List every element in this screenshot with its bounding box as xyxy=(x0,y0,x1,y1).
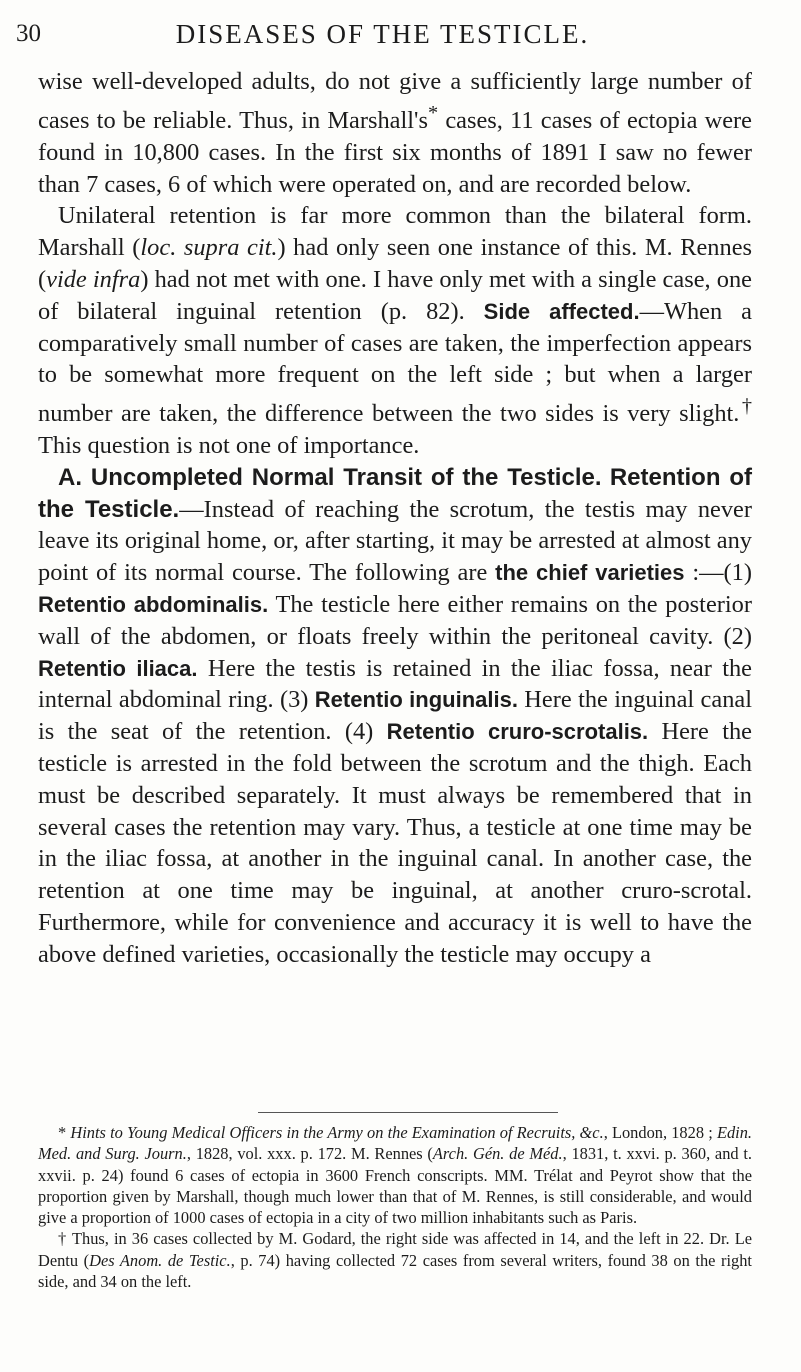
footnote-book: Des Anom. de Testic. xyxy=(89,1250,231,1270)
citation-loc-supra: loc. supra cit. xyxy=(140,234,278,262)
text-run: Here the inguinal canal is the seat of the retention. (4) xyxy=(38,686,752,746)
text-run: :—(1) xyxy=(684,559,752,587)
footnote-divider xyxy=(258,1112,558,1113)
footnotes xyxy=(38,1122,752,1292)
footnote-marker: † xyxy=(739,395,752,418)
text-run: , p. 74) having collected 72 cases from several writers, found 38 on the right side, and 34 on the left. xyxy=(38,1250,752,1292)
footnote-title: Hints to Young Medical Officers in the Army on the Examination of Recruits, &c. xyxy=(70,1123,604,1142)
citation-vide-infra: vide infra xyxy=(46,265,141,293)
paragraph-unilateral xyxy=(38,200,752,462)
paragraph-retention xyxy=(38,462,752,971)
section-heading-a: A. Uncompleted Normal Transit of the Testicle. xyxy=(58,463,602,491)
footnote-journal: Edin. Med. and Surg. Journ. xyxy=(38,1123,752,1164)
text-run: —When a comparatively small number of cases are taken, the imperfection appears to be somewhat more frequent on the left side ; but when a larger number are taken, the difference between the two sides is very slight. xyxy=(38,297,752,428)
variety-abdominalis: Retentio abdominalis. xyxy=(38,592,269,617)
footnote-2 xyxy=(38,1228,752,1292)
section-heading-retention: Retention of the Testicle. xyxy=(38,463,752,523)
side-affected-heading: Side affected. xyxy=(483,298,640,324)
text-run: cases, 11 cases of ectopia were found in 10,800 cases. In the first six months of 1891 I saw no fewer than 7 cases, 6 of which were operated on, and are recorded below. xyxy=(38,106,752,198)
footnote-1 xyxy=(38,1122,752,1228)
variety-iliaca: Retentio iliaca. xyxy=(38,655,198,681)
body-text xyxy=(38,66,752,971)
text-run: Here the testis is retained in the iliac fossa, near the internal abdominal ring. (3) xyxy=(38,654,752,714)
paragraph-intro xyxy=(38,66,752,200)
footnote-archive: Arch. Gén. de Méd. xyxy=(432,1144,563,1164)
text-run: Thus, in 36 cases collected by M. Godard, the right side was affected in 14, and the left in 22. Dr. Le Dentu ( xyxy=(38,1229,752,1270)
footnote-mark: * xyxy=(58,1123,71,1142)
variety-inguinalis: Retentio inguinalis. xyxy=(314,687,518,713)
text-run: , London, 1828 ; xyxy=(603,1123,717,1142)
running-head: DISEASES OF THE TESTICLE. xyxy=(175,19,590,49)
footnote-mark: † xyxy=(58,1229,72,1249)
footnote-marker: * xyxy=(427,101,439,124)
text-run: wise well-developed adults, do not give a sufficiently large number of cases to be reliable. Thus, in Marshall's xyxy=(38,68,752,134)
text-run: —Instead of reaching the scrotum, the testis may never leave its original home, or, after starting, it may be arrested at almost any point of its normal course. The following are xyxy=(38,495,753,587)
text-run: Unilateral retention is far more common than the bilateral form. Marshall ( xyxy=(38,202,752,262)
text-run: This question is not one of importance. xyxy=(38,432,420,460)
text-run: ) had not met with one. I have only met with a single case, one of bilateral inguinal retention (p. 82). xyxy=(38,265,752,325)
text-run: , 1831, t. xxvi. p. 360, and t. xxvii. p. 24) found 6 cases of ectopia in 3600 French conscripts. MM. Trélat and Peyrot show that the proportion given by Marshall, though much lower than that of M. Rennes, is still considerable, and would give a proportion of 1000 cases of ectopia in a city of two million inhabitants such as Paris. xyxy=(38,1144,752,1228)
chief-varieties-label: the chief varieties xyxy=(495,560,685,586)
text-run: , 1828, vol. xxx. p. 172. M. Rennes ( xyxy=(186,1144,433,1164)
text-run: Here the testicle is arrested in the fold between the scrotum and the thigh. Each must be described separately. It must always be remembered that in several cases the retention may vary. Thus, a testicle at one time may be in the iliac fossa, at another in the inguinal canal. In another case, the retention at one time may be inguinal, at another cruro-scrotal. Furthermore, while for convenience and accuracy it is well to have the above defined varieties, occasionally the testicle may occupy a xyxy=(38,718,752,968)
page-number: 30 xyxy=(16,20,41,47)
page-header xyxy=(16,16,749,56)
variety-cruro-scrotalis: Retentio cruro-scrotalis. xyxy=(386,719,649,745)
text-run: The testicle here either remains on the posterior wall of the abdomen, or floats freely within the peritoneal cavity. (2) xyxy=(38,591,752,650)
text-run: ) had only seen one instance of this. M. Rennes ( xyxy=(38,234,753,293)
